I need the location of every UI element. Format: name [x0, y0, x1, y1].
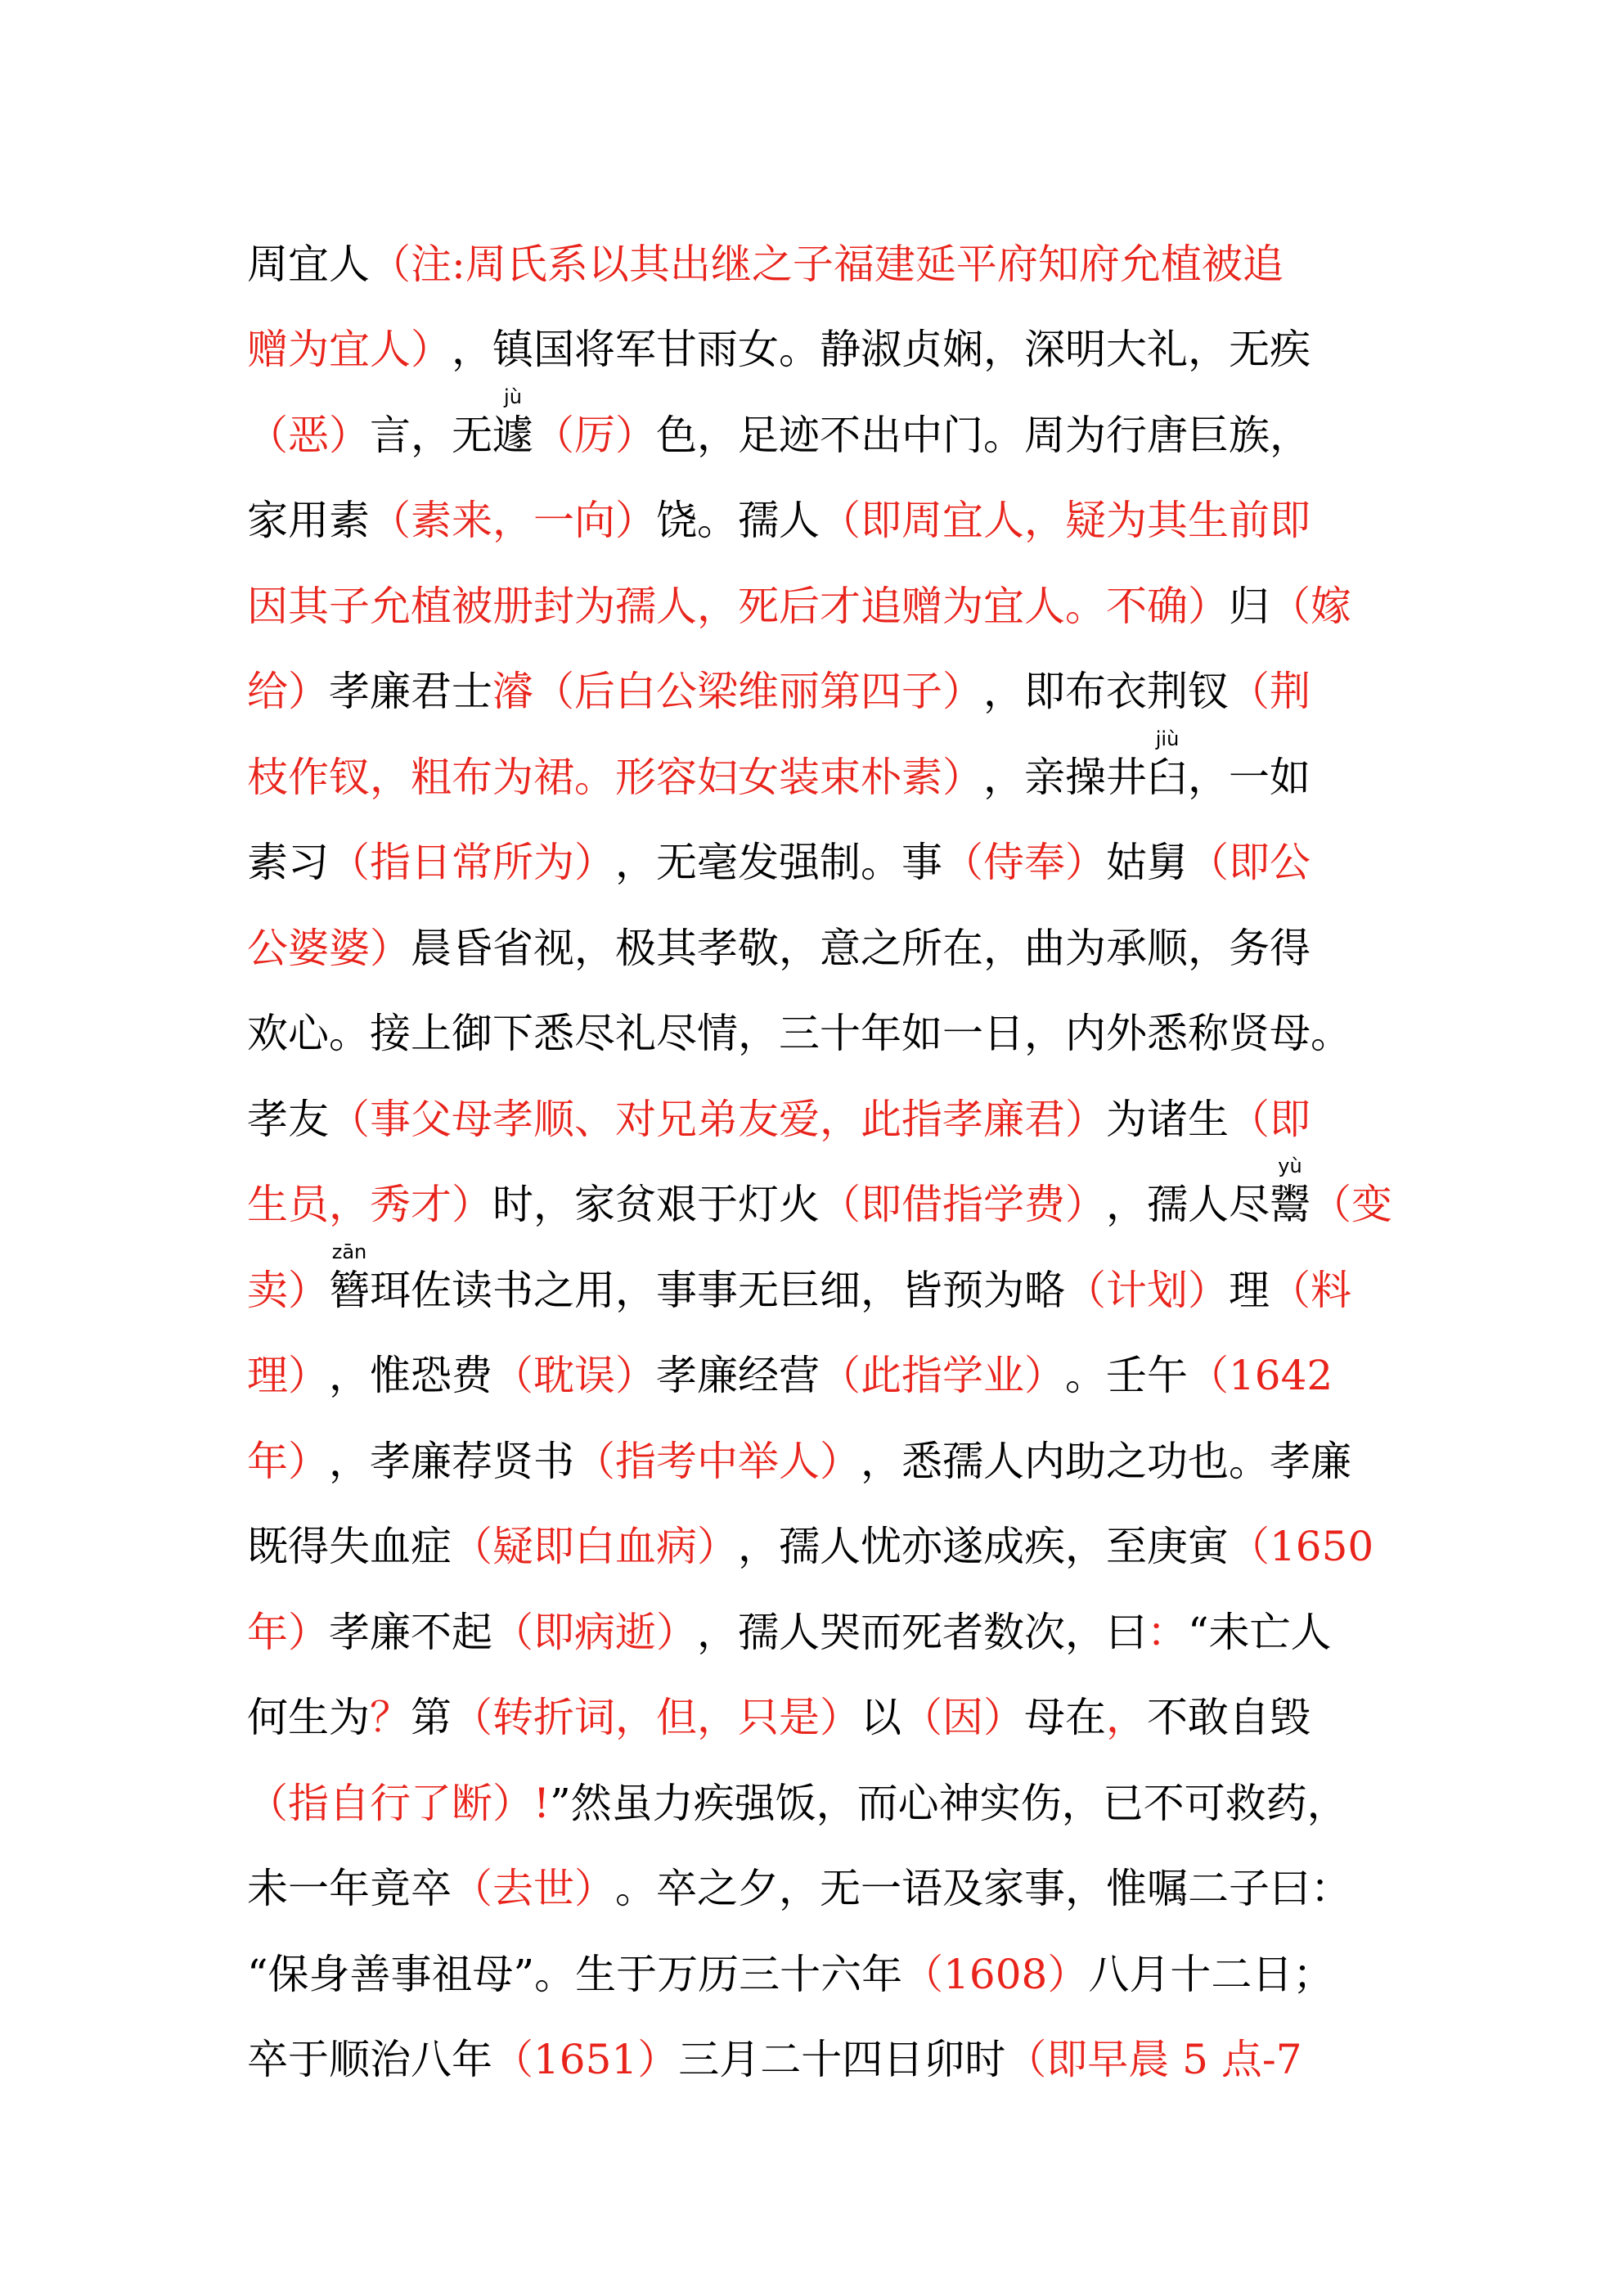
body-text: ，惟恐费 — [329, 1352, 492, 1399]
annotated-character-base: 臼 — [1147, 753, 1188, 801]
text-line — [247, 1657, 1384, 1743]
annotation-text: （变 — [1311, 1181, 1392, 1228]
annotation-text: （即 — [1229, 1095, 1311, 1143]
annotation-text: （指考中举人） — [574, 1437, 861, 1485]
annotation-text: （注:周氏系以其出继之子福建延平府知府允植被追 — [370, 240, 1284, 288]
text-line — [247, 460, 1384, 546]
body-text: ，孺人哭而死者数次，曰 — [697, 1608, 1147, 1656]
annotation-text: （1650 — [1229, 1523, 1374, 1570]
body-text: 言，无 — [370, 411, 492, 459]
body-text: ，无毫发强制。事 — [615, 839, 942, 886]
annotation-text: 年） — [247, 1437, 329, 1485]
annotation-text: （此指学业） — [820, 1352, 1065, 1399]
body-text: 孝友 — [247, 1095, 329, 1143]
body-text: 卒于顺治八年 — [247, 2036, 492, 2083]
annotation-text: ？ — [370, 1694, 411, 1741]
body-text: 为诸生 — [1106, 1095, 1229, 1143]
pinyin-annotation: jiù — [1155, 727, 1180, 750]
annotation-text: （耽误） — [492, 1352, 656, 1399]
text-line — [247, 631, 1384, 717]
text-line — [247, 374, 1384, 460]
body-text: 素习 — [247, 839, 329, 886]
annotated-character-base: 簪 — [329, 1266, 370, 1314]
body-text: 以 — [861, 1694, 901, 1741]
text-line — [247, 1058, 1384, 1144]
body-text: 家用素 — [247, 497, 370, 544]
body-text: 既得失血症 — [247, 1523, 452, 1570]
annotation-text: （去世） — [452, 1865, 615, 1912]
text-line — [247, 1828, 1384, 1914]
text-line — [247, 545, 1384, 631]
body-text: 理 — [1229, 1266, 1270, 1314]
text-line — [247, 1400, 1384, 1486]
annotation-text: （即借指学费） — [820, 1181, 1106, 1228]
annotation-text: （事父母孝顺、对兄弟友爱，此指孝廉君） — [329, 1095, 1106, 1143]
text-line — [247, 1742, 1384, 1828]
annotation-text: （即公 — [1188, 839, 1311, 886]
annotation-text: 因其子允植被册封为孺人，死后才追赠为宜人。不确） — [247, 582, 1229, 630]
body-text: ，一如 — [1188, 753, 1311, 801]
annotation-text: （因） — [901, 1694, 1024, 1741]
body-text: 未一年竟卒 — [247, 1865, 452, 1912]
body-text: ”然虽力疾强饭，而心神实伤，已不可救药， — [550, 1779, 1348, 1827]
annotation-text: 年） — [247, 1608, 329, 1656]
annotated-character-base: 鬻 — [1270, 1181, 1311, 1228]
body-text: “未亡人 — [1188, 1608, 1332, 1656]
annotation-text: 给） — [247, 668, 329, 715]
body-text: 饶。孺人 — [656, 497, 820, 544]
annotation-text: （指自行了断）! — [247, 1779, 551, 1827]
text-line — [247, 1144, 1392, 1230]
annotated-character — [1147, 727, 1188, 802]
text-line — [247, 802, 1384, 888]
annotation-text: （1651） — [492, 2036, 679, 2083]
annotation-text: 生员，秀才） — [247, 1181, 492, 1228]
annotation-text: 卖） — [247, 1266, 329, 1314]
body-text: 母在 — [1024, 1694, 1106, 1741]
annotation-text: （疑即白血病） — [452, 1523, 738, 1570]
body-text: 欢心。接上御下悉尽礼尽情，三十年如一日，内外悉称贤母。 — [247, 1010, 1351, 1057]
body-text: 时，家贫艰于灯火 — [492, 1181, 820, 1228]
body-text: 珥佐读书之用，事事无巨细，皆预为略 — [370, 1266, 1065, 1314]
annotation-text: 濬 — [492, 668, 533, 715]
body-text: ，孝廉荐贤书 — [329, 1437, 574, 1485]
body-text: ，即布衣荆钗 — [983, 668, 1229, 715]
annotation-text: （荆 — [1229, 668, 1311, 715]
pinyin-annotation: yù — [1278, 1155, 1302, 1177]
annotation-text: 枝作钗，粗布为裙。形容妇女装束朴素） — [247, 753, 983, 801]
text-line — [247, 203, 1384, 289]
body-text: ，镇国将军甘雨女。静淑贞娴，深明大礼，无疾 — [452, 326, 1311, 373]
biography-text-block — [247, 203, 1392, 2084]
text-line — [247, 289, 1384, 375]
body-text: ，亲操井 — [983, 753, 1147, 801]
body-text: 晨昏省视，极其孝敬，意之所在，曲为承顺，务得 — [411, 924, 1311, 972]
text-line — [247, 1315, 1384, 1401]
pinyin-annotation: jù — [504, 385, 522, 408]
annotated-character — [329, 1240, 370, 1315]
body-text: 何生为 — [247, 1694, 370, 1741]
body-text: 孝廉君士 — [329, 668, 492, 715]
annotation-text: （嫁 — [1270, 582, 1351, 630]
body-text: 。壬午 — [1065, 1352, 1188, 1399]
body-text: ，孺人尽 — [1106, 1181, 1270, 1228]
annotation-text: （1608） — [902, 1950, 1089, 1998]
body-text: 孝廉经营 — [656, 1352, 820, 1399]
body-text: ，孺人忧亦遂成疾，至庚寅 — [738, 1523, 1229, 1570]
text-line — [247, 716, 1384, 802]
body-text: 孝廉不起 — [329, 1608, 492, 1656]
annotation-text: 赠为宜人） — [247, 326, 452, 373]
body-text: ，悉孺人内助之功也。孝廉 — [861, 1437, 1351, 1485]
body-text: “保身善事祖母”。生于万历三十六年 — [247, 1950, 903, 1998]
annotation-text: （后白公梁维丽第四子） — [533, 668, 983, 715]
body-text: 八月十二日； — [1088, 1950, 1334, 1998]
body-text: 姑舅 — [1106, 839, 1188, 886]
text-line — [247, 1571, 1384, 1657]
annotation-text: （素来，一向） — [370, 497, 656, 544]
text-line — [247, 1913, 1384, 1999]
annotation-text: （即周宜人，疑为其生前即 — [820, 497, 1311, 544]
text-line — [247, 1999, 1384, 2085]
annotation-text: （计划） — [1065, 1266, 1229, 1314]
body-text: 不敢自毁 — [1147, 1694, 1311, 1741]
annotation-text: （指日常所为） — [329, 839, 615, 886]
text-line — [247, 887, 1384, 973]
annotation-text: （即早晨 5 点-7 — [1005, 2036, 1302, 2083]
body-text: 三月二十四日卯时 — [678, 2036, 1006, 2083]
annotated-character-base: 遽 — [492, 411, 533, 459]
annotation-text: 理） — [247, 1352, 329, 1399]
annotation-text: ： — [1147, 1608, 1188, 1656]
annotated-character — [1270, 1155, 1311, 1229]
annotation-text: 公婆婆） — [247, 924, 411, 972]
annotation-text: ， — [1106, 1694, 1147, 1741]
text-line — [247, 1486, 1384, 1572]
annotation-text: （1642 — [1188, 1352, 1333, 1399]
annotation-text: （恶） — [247, 411, 370, 459]
body-text: 第 — [411, 1694, 452, 1741]
annotation-text: （料 — [1270, 1266, 1351, 1314]
body-text: 周宜人 — [247, 240, 370, 288]
body-text: 色，足迹不出中门。周为行唐巨族， — [656, 411, 1311, 459]
text-line — [247, 1229, 1384, 1315]
annotation-text: （转折词，但，只是） — [452, 1694, 861, 1741]
annotation-text: （即病逝） — [492, 1608, 697, 1656]
annotated-character — [492, 385, 533, 460]
annotation-text: （厉） — [533, 411, 656, 459]
body-text: 。卒之夕，无一语及家事，惟嘱二子曰： — [615, 1865, 1351, 1912]
pinyin-annotation: zān — [331, 1240, 367, 1263]
annotation-text: （侍奉） — [942, 839, 1106, 886]
body-text: 归 — [1229, 582, 1270, 630]
text-line — [247, 973, 1384, 1059]
